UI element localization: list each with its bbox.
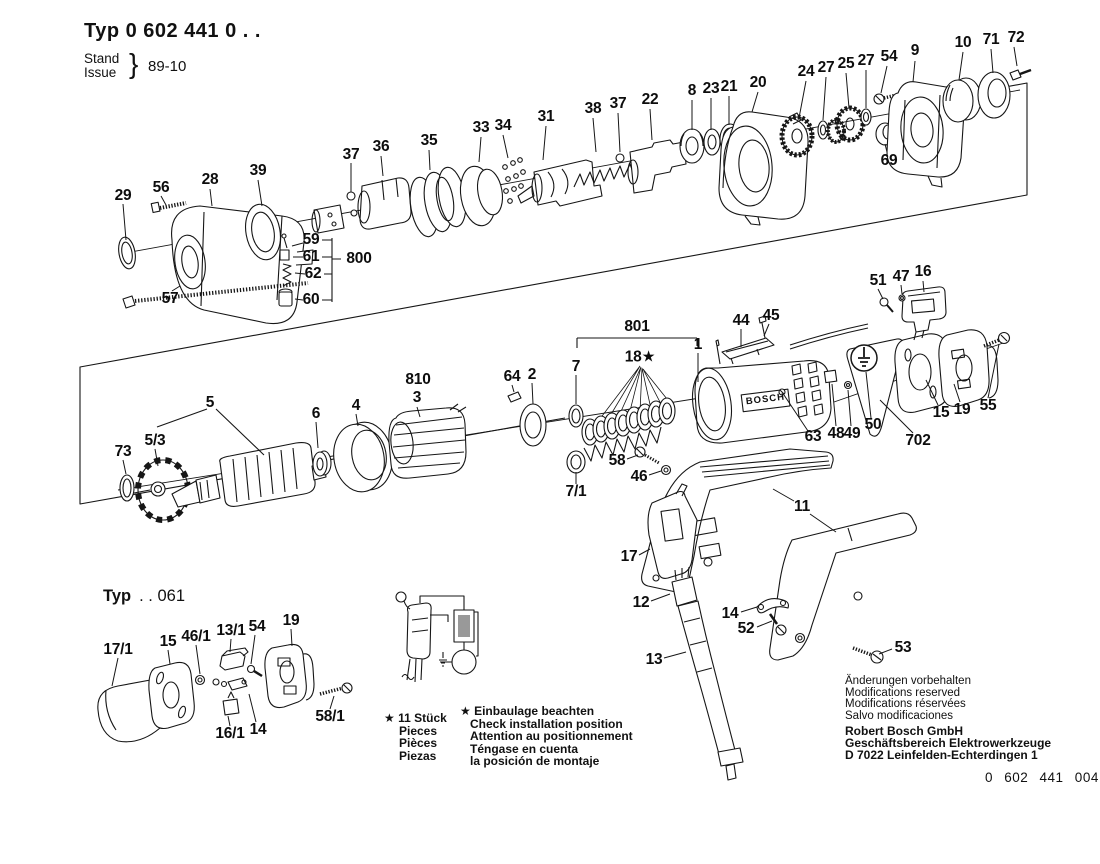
part-label-20: 20 [749,74,767,91]
part-label-58-1: 58/1 [315,708,345,725]
part-label-52: 52 [737,620,755,637]
part-label-10: 10 [954,34,972,51]
part-19-holder-variant [265,644,314,707]
part-label-7: 7 [571,358,581,375]
text-line: Robert Bosch GmbH [845,724,964,738]
wiring-schematic [396,592,478,682]
part-2-washer [520,404,546,446]
part-55-screw [984,333,1010,347]
part-label-44: 44 [732,312,750,329]
part-label-23: 23 [702,80,720,97]
text-line: Pieces [399,723,438,738]
part-label-18-: 18★ [624,348,656,366]
part-label-9: 9 [910,42,920,59]
part-35-spring-washers [406,165,470,239]
spindle-hub [312,205,344,233]
part-label-64: 64 [503,368,521,385]
part-29-ring [116,236,137,270]
part-label-56: 56 [152,179,170,196]
part-label-8: 8 [687,82,697,99]
text-line: Modifications reserved [845,686,961,699]
part-19-brush-holder [939,330,998,407]
modifications-notice [845,676,971,722]
part-37-ball-right [616,154,624,162]
part-label-4: 4 [351,397,361,414]
text-line: ★ Einbaulage beachten [460,704,595,718]
part-label-13-1: 13/1 [216,622,246,639]
part-13-cable [678,601,743,780]
part-label-36: 36 [372,138,390,155]
part-label-46: 46 [630,468,648,485]
part-label-34: 34 [494,117,512,134]
part-label-28: 28 [201,171,219,188]
part-46-washer [662,466,671,475]
part-label-47: 47 [892,268,910,285]
part-label-31: 31 [537,108,555,125]
part-label-63: 63 [804,428,822,445]
part-7-1-ring [567,451,585,473]
part-label-54: 54 [248,618,266,635]
variant-typ-label: Typ [103,587,132,605]
part-18-washer-stack [582,366,675,461]
text-line: Geschäftsbereich Elektrowerkzeuge [845,736,1052,750]
part-47-washer [899,295,905,301]
text-line: Check installation position [470,716,623,731]
brand-plate-label: BOSCH [745,391,786,408]
part-36-coupling [358,178,411,229]
issue-label: Issue [84,65,117,80]
part-label-49: 49 [843,425,861,442]
part-label-16-1: 16/1 [215,725,245,742]
part-54-screw-variant [248,666,263,677]
part-label-72: 72 [1007,29,1025,46]
text-line: ★ 11 Stück [384,711,447,725]
part-label-24: 24 [797,63,815,80]
part-label-25: 25 [837,55,855,72]
part-64-key [508,392,521,402]
part-58-1-screw [320,683,352,694]
part-23-washer [704,129,720,155]
brace-glyph: } [129,48,139,79]
part-label-19: 19 [953,401,971,418]
text-line: Piezas [399,748,437,763]
part-label-800: 800 [346,250,372,267]
part-label-46-1: 46/1 [181,628,211,645]
part-label-69: 69 [880,152,898,169]
part-label-35: 35 [420,132,438,149]
part-56-screw [151,202,186,212]
part-14-linkage-variant [213,678,247,690]
part-label-58: 58 [608,452,626,469]
part-label-57: 57 [161,290,179,307]
stand-label: Stand [84,51,120,66]
part-label-810: 810 [405,371,431,388]
part-label-16: 16 [914,263,932,280]
part-5-armature [172,443,326,507]
part-label-59: 59 [302,231,320,248]
part-label-55: 55 [979,397,997,414]
text-line: Attention au positionnement [470,729,633,743]
part-label-51: 51 [869,272,887,289]
part-label-21: 21 [720,78,738,95]
variant-heading [103,587,185,606]
part-label-54: 54 [880,48,898,65]
legend-install-note [460,705,633,768]
issue-value: 89-10 [148,58,187,75]
part-7-ring [569,405,583,427]
part-label-15: 15 [159,633,177,650]
part-72-screw [1010,70,1031,80]
part-label-61: 61 [302,248,320,265]
part-label-12: 12 [632,594,650,611]
text-line: Pièces [399,736,438,750]
part-8-bearing [680,129,704,163]
part-37-ball-left [347,192,355,200]
part-label-15: 15 [932,404,950,421]
part-label-19: 19 [282,612,300,629]
part-10-ring [943,78,981,122]
part-31-spindle [518,160,602,206]
part-label-37: 37 [609,95,627,112]
part-label-5-3: 5/3 [144,432,166,449]
part-label-37: 37 [342,146,360,163]
part-label-62: 62 [304,265,322,282]
part-53-screw [853,648,883,663]
variant-typ-number: . . 061 [139,587,185,605]
part-label-60: 60 [302,291,320,308]
part-label-27: 27 [857,52,875,69]
part-label-53: 53 [894,639,912,656]
ground-symbol [851,345,877,371]
part-label-7-1: 7/1 [565,483,587,500]
part-label-11: 11 [794,498,810,515]
part-13-1-box [220,648,248,670]
part-label-3: 3 [412,389,422,406]
part-label-1: 1 [693,336,703,353]
typ-number: 0 602 441 0 . . [125,20,261,42]
part-label-33: 33 [472,119,490,136]
part-27-washer-b [861,109,871,125]
small-ball [351,210,357,216]
stand-issue-labels [84,52,119,80]
part-15-plate-variant [149,662,194,728]
text-line: Modifications réservées [845,698,966,710]
part-25-gear-cluster [828,108,863,142]
part-label-17: 17 [620,548,638,565]
part-label-73: 73 [114,443,132,460]
part-51-screw [880,298,893,312]
part-11-grip-cover [770,513,917,660]
part-58-screw [635,447,659,463]
part-16-1-brush [223,692,239,715]
part-4-ring [328,418,397,496]
part-label-702: 702 [905,432,931,449]
part-24-gear [782,117,812,155]
part-label-801: 801 [624,318,650,335]
part-label-17-1: 17/1 [103,641,133,658]
part-16-switch [902,287,946,340]
part-label-2: 2 [527,366,537,383]
text-line: Téngase en cuenta [470,741,579,756]
type-number-heading [84,20,261,43]
part-73-ring [120,475,134,501]
text-line: Änderungen vorbehalten [845,675,971,687]
text-line: Salvo modificaciones [845,709,954,722]
part-71-ring [978,72,1010,118]
part-label-14: 14 [721,605,739,622]
company-address [845,725,1051,761]
typ-label: Typ [84,20,120,42]
part-label-27: 27 [817,59,835,76]
text-line: la posición de montaje [470,754,600,768]
text-line: D 7022 Leinfelden-Echterdingen 1 [845,748,1038,762]
part-3-stator [389,404,466,478]
part-label-50: 50 [864,416,882,433]
part-label-48: 48 [827,425,845,442]
part-label-13: 13 [645,651,663,668]
part-label-6: 6 [311,405,321,422]
part-label-14: 14 [249,721,267,738]
switch-cable [790,324,868,349]
part-label-38: 38 [584,100,602,117]
document-number: 0 602 441 004 [985,770,1099,785]
part-label-45: 45 [762,307,780,324]
part-6-washer [313,451,331,476]
part-label-22: 22 [641,91,659,108]
part-label-71: 71 [982,31,1000,48]
part-label-39: 39 [249,162,267,179]
part-label-29: 29 [114,187,132,204]
part-label-5: 5 [205,394,215,411]
legend-quantity-note [384,712,447,762]
part-22-shaft [628,140,686,193]
part-46-1-nut [196,676,205,685]
